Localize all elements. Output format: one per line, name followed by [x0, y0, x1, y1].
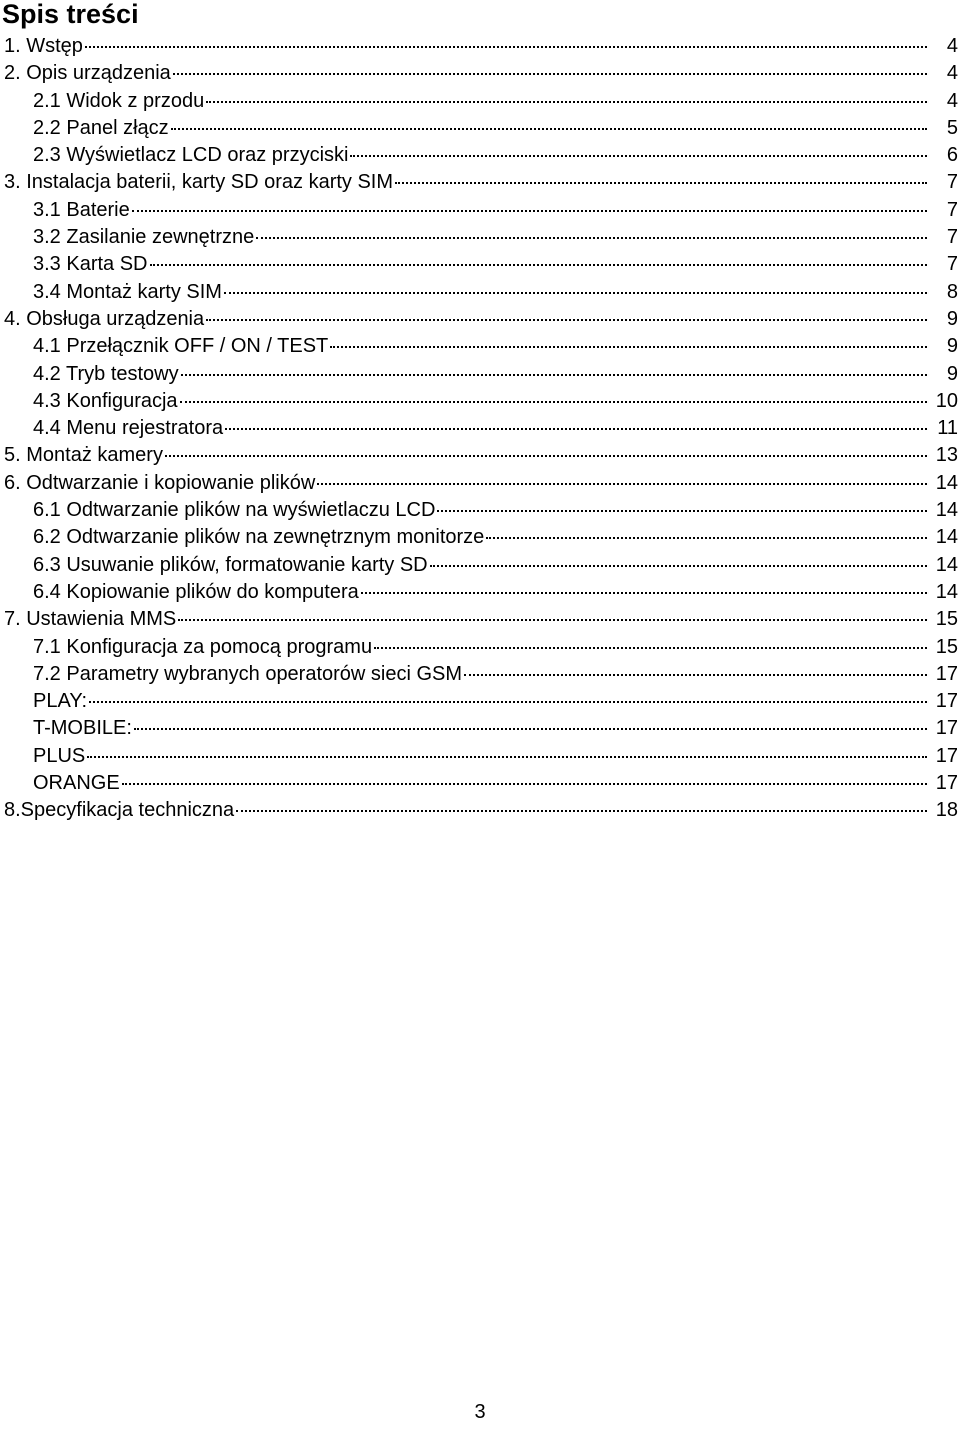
toc-entry-title: 7.1 Konfiguracja za pomocą programu — [33, 634, 373, 661]
toc-dot-leader — [181, 354, 927, 376]
toc-entry-page: 7 — [928, 224, 960, 251]
toc-dot-leader — [350, 135, 927, 157]
toc-entry-page: 13 — [928, 442, 960, 469]
toc-entry-page: 6 — [928, 142, 960, 169]
toc-entry-page: 17 — [928, 661, 960, 688]
toc-entry-page: 8 — [928, 279, 960, 306]
toc-entry-page: 7 — [928, 251, 960, 278]
page-title: Spis treści — [2, 0, 139, 29]
toc-entry-title: 3.4 Montaż karty SIM — [33, 279, 223, 306]
toc-dot-leader — [374, 627, 927, 649]
toc-dot-leader — [430, 545, 927, 567]
toc-entry-title: 7. Ustawienia MMS — [4, 606, 177, 633]
toc-entry-title: 2.2 Panel złącz — [33, 115, 170, 142]
toc-dot-leader — [224, 272, 927, 294]
toc-entry-page: 14 — [928, 552, 960, 579]
toc-entry-title: 3. Instalacja baterii, karty SD oraz karty SIM — [4, 169, 394, 196]
toc-entry-page: 4 — [928, 88, 960, 115]
toc-entry[interactable] — [0, 794, 960, 821]
toc-entry-title: PLAY: — [33, 688, 88, 715]
toc-dot-leader — [89, 681, 927, 703]
toc-entry-page: 18 — [928, 797, 960, 824]
toc-entry-page: 14 — [928, 497, 960, 524]
toc-entry-title: 4.2 Tryb testowy — [33, 361, 180, 388]
toc-entry-page: 7 — [928, 197, 960, 224]
toc-dot-leader — [236, 790, 927, 812]
toc-entry-title: 6.1 Odtwarzanie plików na wyświetlaczu LCD — [33, 497, 436, 524]
toc-entry-title: 1. Wstęp — [4, 33, 84, 60]
toc-dot-leader — [256, 217, 927, 239]
toc-entry-page: 17 — [928, 743, 960, 770]
toc-entry-title: PLUS — [33, 743, 86, 770]
toc-dot-leader — [165, 435, 927, 457]
toc-entry-title: 4. Obsługa urządzenia — [4, 306, 205, 333]
toc-entry-page: 5 — [928, 115, 960, 142]
page-number: 3 — [474, 1401, 486, 1423]
toc-dot-leader — [464, 654, 927, 676]
toc-entry-title: 3.2 Zasilanie zewnętrzne — [33, 224, 255, 251]
toc-entry-page: 15 — [928, 634, 960, 661]
toc-dot-leader — [132, 190, 927, 212]
toc-entry-title: 3.3 Karta SD — [33, 251, 149, 278]
toc-entry-title: T-MOBILE: — [33, 715, 133, 742]
toc-entry-page: 10 — [928, 388, 960, 415]
toc-entry-page: 4 — [928, 33, 960, 60]
toc-entry-page: 11 — [928, 415, 960, 442]
toc-entry-page: 17 — [928, 688, 960, 715]
toc-entry-page: 9 — [928, 361, 960, 388]
toc-entry-page: 14 — [928, 470, 960, 497]
toc-entry-page: 4 — [928, 60, 960, 87]
toc-dot-leader — [395, 162, 927, 184]
toc-dot-leader — [85, 26, 927, 48]
toc-entry-title: 6.2 Odtwarzanie plików na zewnętrznym monitorze — [33, 524, 485, 551]
toc-dot-leader — [206, 299, 927, 321]
toc-dot-leader — [330, 326, 927, 348]
toc-dot-leader — [122, 763, 927, 785]
toc-dot-leader — [134, 708, 927, 730]
table-of-contents — [0, 30, 960, 822]
toc-entry-page: 15 — [928, 606, 960, 633]
toc-entry-title: 4.3 Konfiguracja — [33, 388, 179, 415]
toc-entry-title: 2. Opis urządzenia — [4, 60, 172, 87]
toc-entry-title: 6. Odtwarzanie i kopiowanie plików — [4, 470, 316, 497]
toc-dot-leader — [173, 53, 927, 75]
toc-entry-title: ORANGE — [33, 770, 121, 797]
toc-dot-leader — [486, 517, 927, 539]
toc-entry-page: 9 — [928, 306, 960, 333]
toc-dot-leader — [180, 381, 927, 403]
toc-entry-title: 6.4 Kopiowanie plików do komputera — [33, 579, 360, 606]
toc-dot-leader — [317, 463, 927, 485]
toc-entry-title: 4.1 Przełącznik OFF / ON / TEST — [33, 333, 329, 360]
toc-entry-title: 2.3 Wyświetlacz LCD oraz przyciski — [33, 142, 349, 169]
toc-entry-title: 6.3 Usuwanie plików, formatowanie karty SD — [33, 552, 429, 579]
toc-entry-title: 8.Specyfikacja techniczna — [4, 797, 235, 824]
toc-dot-leader — [437, 490, 927, 512]
toc-dot-leader — [171, 108, 927, 130]
toc-entry-page: 14 — [928, 579, 960, 606]
toc-entry-title: 3.1 Baterie — [33, 197, 131, 224]
toc-dot-leader — [206, 81, 927, 103]
toc-entry-title: 2.1 Widok z przodu — [33, 88, 205, 115]
toc-entry-page: 9 — [928, 333, 960, 360]
toc-entry-page: 17 — [928, 770, 960, 797]
toc-entry-title: 7.2 Parametry wybranych operatorów sieci GSM — [33, 661, 463, 688]
toc-entry-title: 4.4 Menu rejestratora — [33, 415, 224, 442]
toc-dot-leader — [150, 244, 927, 266]
toc-dot-leader — [361, 572, 927, 594]
toc-entry-page: 14 — [928, 524, 960, 551]
toc-entry-title: 5. Montaż kamery — [4, 442, 164, 469]
toc-dot-leader — [178, 599, 927, 621]
toc-dot-leader — [225, 408, 927, 430]
toc-dot-leader — [87, 736, 927, 758]
toc-entry-page: 17 — [928, 715, 960, 742]
toc-entry-page: 7 — [928, 169, 960, 196]
